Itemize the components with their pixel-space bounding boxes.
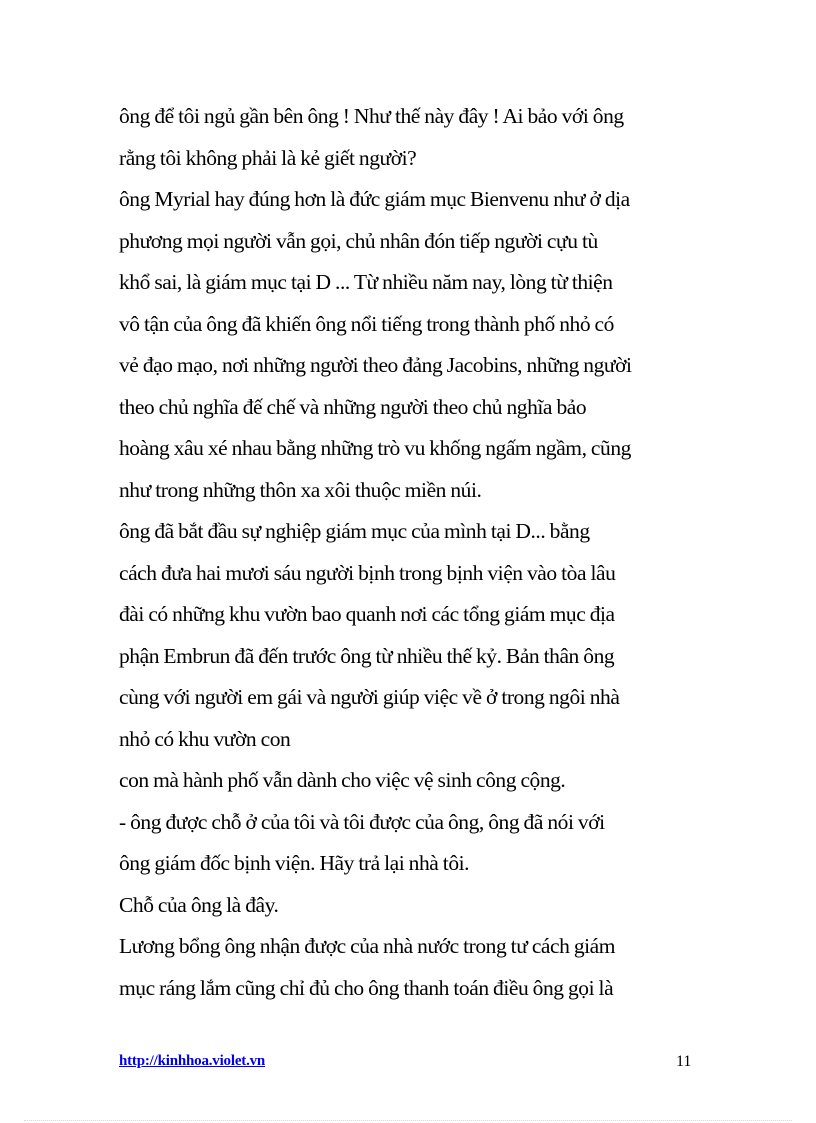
text-line: Chỗ của ông là đây. xyxy=(119,892,279,917)
text-line: như trong những thôn xa xôi thuộc miền núi. xyxy=(119,477,482,502)
text-line: - ông được chỗ ở của tôi và tôi được của ông, ông đã nói với xyxy=(119,809,605,834)
text-line: Lương bổng ông nhận được của nhà nước trong tư cách giám xyxy=(119,934,616,958)
text-line: ông Myrial hay đúng hơn là đức giám mục Bienvenu như ở dịa xyxy=(119,187,630,211)
text-line: cách đưa hai mươi sáu người bịnh trong bịnh viện vào tòa lâu xyxy=(119,560,616,585)
text-line: phương mọi người vẫn gọi, chủ nhân đón tiếp người cựu tù xyxy=(119,228,598,253)
text-line: phận Embrun đã đến trước ông từ nhiều thế kỷ. Bản thân ông xyxy=(119,643,615,668)
text-line: ông để tôi ngủ gần bên ông ! Như thế này đây ! Ai bảo với ông xyxy=(119,104,624,128)
text-line: vẻ đạo mạo, nơi những người theo đảng Jacobins, những người xyxy=(119,353,632,377)
text-line: ông giám đốc bịnh viện. Hãy trả lại nhà tôi. xyxy=(119,851,470,875)
text-line: cùng với người em gái và người giúp việc về ở trong ngôi nhà xyxy=(119,685,620,709)
text-line: ông đã bắt đầu sự nghiệp giám mục của mình tại D... bằng xyxy=(119,519,590,543)
text-line: nhỏ có khu vườn con xyxy=(119,726,291,751)
page-number: 11 xyxy=(676,1053,692,1070)
footer-link[interactable]: http://kinhhoa.violet.vn xyxy=(119,1053,266,1069)
page-bottom-divider xyxy=(24,1120,792,1121)
text-line: khổ sai, là giám mục tại D ... Từ nhiều năm nay, lòng từ thiện xyxy=(119,270,613,294)
text-line: mục ráng lắm cũng chỉ đủ cho ông thanh toán điều ông gọi là xyxy=(119,975,614,1000)
text-line: con mà hành phố vẫn dành cho việc vệ sinh công cộng. xyxy=(119,768,566,792)
text-line: theo chủ nghĩa đế chế và những người theo chủ nghĩa bảo xyxy=(119,394,587,419)
text-line: đài có những khu vườn bao quanh nơi các tổng giám mục địa xyxy=(119,602,615,626)
text-line: vô tận của ông đã khiến ông nổi tiếng trong thành phố nhỏ có xyxy=(119,311,614,336)
text-line: rằng tôi không phải là kẻ giết người? xyxy=(119,145,417,170)
text-line: hoàng xâu xé nhau bằng những trò vu khống ngấm ngầm, cũng xyxy=(119,436,631,460)
document-body xyxy=(119,96,709,1009)
